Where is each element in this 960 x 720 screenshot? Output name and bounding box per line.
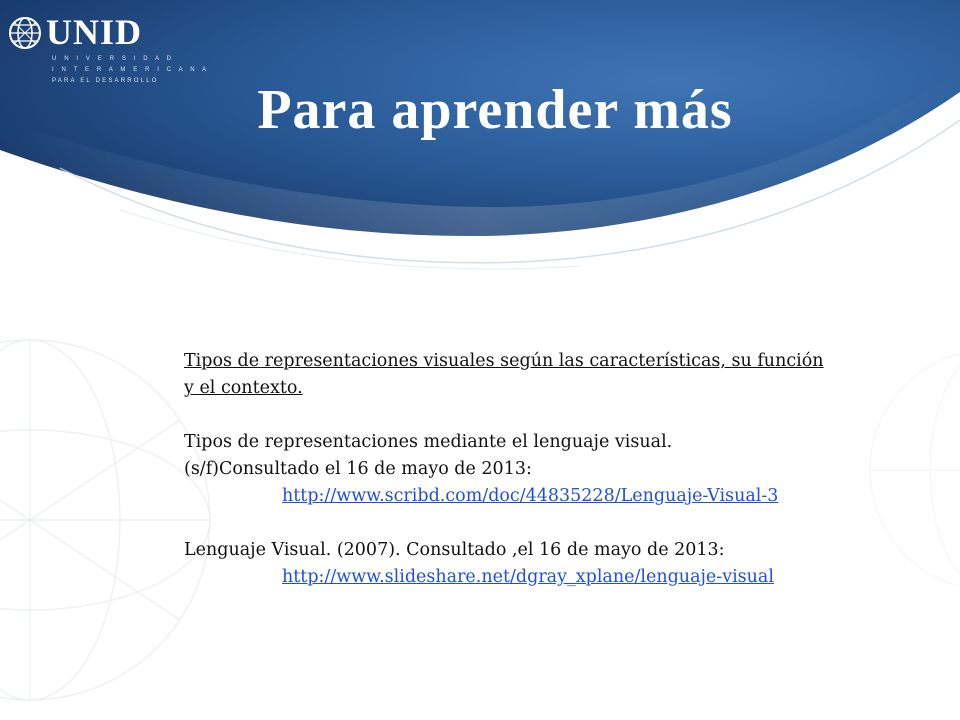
- reference-1-link[interactable]: http://www.scribd.com/doc/44835228/Lenguaje-Visual-3: [282, 486, 779, 506]
- logo-line-2: I N T E R A M E R I C A N A: [52, 67, 210, 73]
- reference-1-line-1: Tipos de representaciones mediante el lenguaje visual.: [184, 432, 673, 452]
- reference-2-link[interactable]: http://www.slideshare.net/dgray_xplane/lenguaje-visual: [282, 567, 774, 587]
- reference-2-url-row: [184, 564, 824, 591]
- globe-icon: [8, 16, 42, 50]
- reference-1-line-2: (s/f)Consultado el 16 de mayo de 2013:: [184, 459, 532, 479]
- reference-1-url-row: [184, 483, 824, 510]
- spacer: [184, 510, 824, 537]
- slide-title: Para aprender más: [257, 79, 733, 141]
- references-block: [184, 348, 824, 591]
- globe-watermark-right: [870, 350, 960, 590]
- references-heading: Tipos de representaciones visuales según las características, su función y el contexto.: [184, 351, 824, 398]
- spacer: [184, 402, 824, 429]
- logo-line-1: U N I V E R S I D A D: [52, 56, 175, 62]
- logo-name: UNID: [46, 12, 143, 52]
- reference-2-line-1: Lenguaje Visual. (2007). Consultado ,el 16 de mayo de 2013:: [184, 540, 725, 560]
- globe-watermark: [0, 340, 210, 700]
- logo-line-3: PARA EL DESARROLLO: [52, 78, 159, 84]
